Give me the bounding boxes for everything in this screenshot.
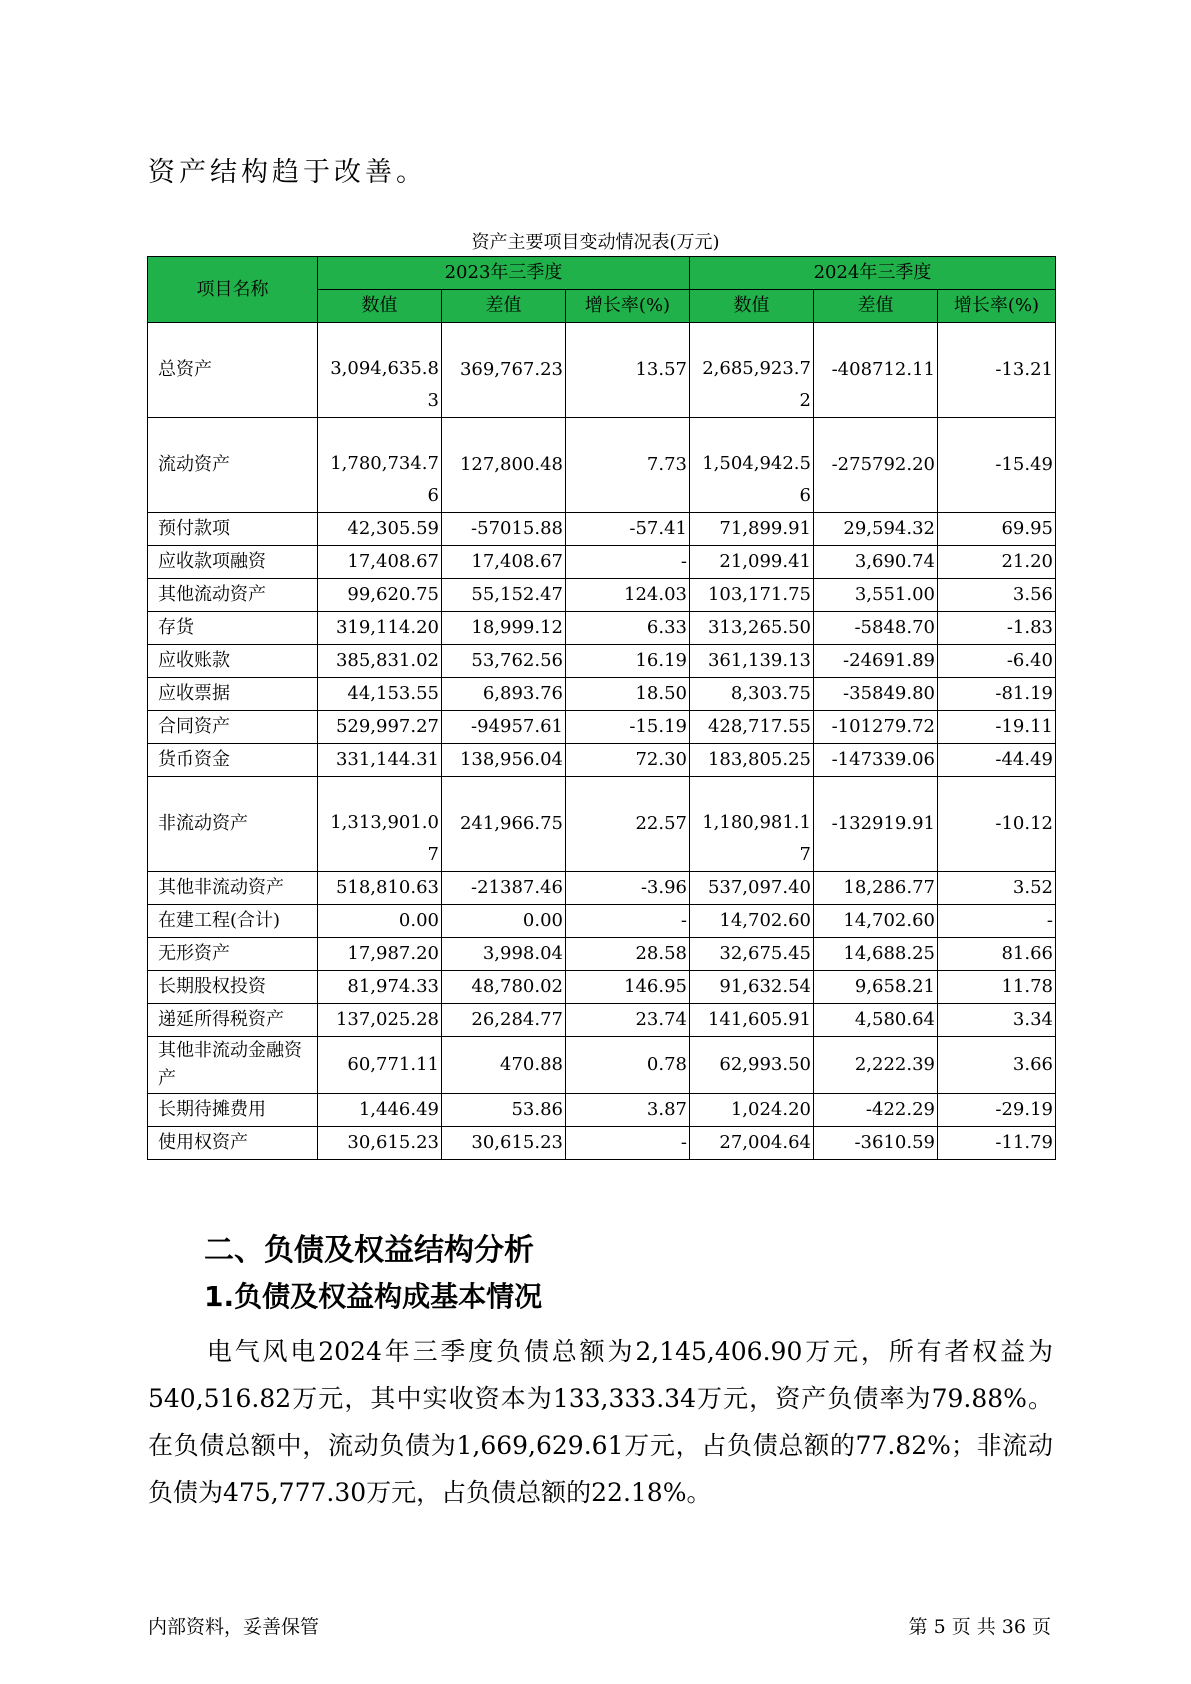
cell-v23: 44,153.55 [318, 678, 442, 711]
cell-d24: -3610.59 [814, 1127, 938, 1160]
table-row [148, 744, 1056, 777]
cell-d23: 127,800.48 [442, 418, 566, 513]
table-row [148, 905, 1056, 938]
cell-d24: -422.29 [814, 1094, 938, 1127]
cell-d24: 3,690.74 [814, 546, 938, 579]
cell-name: 长期待摊费用 [148, 1094, 318, 1127]
cell-r23: - [566, 905, 690, 938]
cell-r24: 21.20 [938, 546, 1056, 579]
cell-name: 非流动资产 [148, 777, 318, 872]
cell-v24: 1,504,942.56 [690, 418, 814, 513]
cell-v24: 428,717.55 [690, 711, 814, 744]
cell-r23: 22.57 [566, 777, 690, 872]
table-row [148, 872, 1056, 905]
cell-r24: 69.95 [938, 513, 1056, 546]
cell-name: 在建工程(合计) [148, 905, 318, 938]
body-paragraph [148, 1328, 1053, 1516]
cell-r23: 146.95 [566, 971, 690, 1004]
cell-d24: 18,286.77 [814, 872, 938, 905]
cell-r24: 3.66 [938, 1037, 1056, 1094]
cell-v23: 17,408.67 [318, 546, 442, 579]
cell-d24: 14,702.60 [814, 905, 938, 938]
cell-name: 其他非流动金融资产 [148, 1037, 318, 1094]
cell-d24: -275792.20 [814, 418, 938, 513]
cell-d24: 4,580.64 [814, 1004, 938, 1037]
cell-d24: -408712.11 [814, 323, 938, 418]
cell-v24: 537,097.40 [690, 872, 814, 905]
cell-r23: - [566, 1127, 690, 1160]
cell-v24: 1,180,981.17 [690, 777, 814, 872]
cell-v23: 17,987.20 [318, 938, 442, 971]
cell-v23: 385,831.02 [318, 645, 442, 678]
cell-d23: 138,956.04 [442, 744, 566, 777]
cell-r24: -13.21 [938, 323, 1056, 418]
cell-name: 无形资产 [148, 938, 318, 971]
cell-name: 应收账款 [148, 645, 318, 678]
sub-diff-2023: 差值 [442, 290, 566, 323]
cell-d24: -5848.70 [814, 612, 938, 645]
cell-v23: 81,974.33 [318, 971, 442, 1004]
col-item-header: 项目名称 [148, 257, 318, 323]
table-body [148, 323, 1056, 1160]
table-row [148, 971, 1056, 1004]
cell-name: 货币资金 [148, 744, 318, 777]
cell-d23: 0.00 [442, 905, 566, 938]
cell-r24: -29.19 [938, 1094, 1056, 1127]
table-row [148, 1127, 1056, 1160]
cell-d23: -57015.88 [442, 513, 566, 546]
cell-r24: 3.56 [938, 579, 1056, 612]
cell-r23: 23.74 [566, 1004, 690, 1037]
cell-v23: 3,094,635.83 [318, 323, 442, 418]
cell-v23: 30,615.23 [318, 1127, 442, 1160]
body-paragraph-text: 电气风电2024年三季度负债总额为2,145,406.90万元，所有者权益为540,516.82万元，其中实收资本为133,333.34万元，资产负债率为79.88%。在负债总额中，流动负债为1,669,629.61万元，占负债总额的77.82%；非流动负债为475,777.30万元，占负债总额的22.18%。 [148, 1337, 1053, 1507]
cell-r24: 81.66 [938, 938, 1056, 971]
table-row [148, 1037, 1056, 1094]
cell-v24: 103,171.75 [690, 579, 814, 612]
cell-d23: 26,284.77 [442, 1004, 566, 1037]
cell-v24: 21,099.41 [690, 546, 814, 579]
cell-d23: 241,966.75 [442, 777, 566, 872]
cell-v23: 1,446.49 [318, 1094, 442, 1127]
cell-v23: 319,114.20 [318, 612, 442, 645]
table-row [148, 777, 1056, 872]
cell-d24: 2,222.39 [814, 1037, 938, 1094]
cell-r23: 18.50 [566, 678, 690, 711]
cell-name: 应收票据 [148, 678, 318, 711]
cell-d24: -35849.80 [814, 678, 938, 711]
cell-r23: 0.78 [566, 1037, 690, 1094]
cell-v24: 183,805.25 [690, 744, 814, 777]
cell-d24: -147339.06 [814, 744, 938, 777]
cell-r24: -19.11 [938, 711, 1056, 744]
cell-d23: 17,408.67 [442, 546, 566, 579]
sub-heading: 1.负债及权益构成基本情况 [204, 1280, 543, 1313]
footer-page-number: 第 5 页 共 36 页 [908, 1616, 1051, 1638]
cell-d23: 18,999.12 [442, 612, 566, 645]
cell-v24: 141,605.91 [690, 1004, 814, 1037]
cell-name: 应收款项融资 [148, 546, 318, 579]
cell-d23: 48,780.02 [442, 971, 566, 1004]
cell-v23: 1,313,901.07 [318, 777, 442, 872]
cell-r23: 28.58 [566, 938, 690, 971]
cell-name: 使用权资产 [148, 1127, 318, 1160]
cell-name: 合同资产 [148, 711, 318, 744]
cell-d24: 9,658.21 [814, 971, 938, 1004]
cell-d23: -94957.61 [442, 711, 566, 744]
cell-d23: 55,152.47 [442, 579, 566, 612]
table-caption: 资产主要项目变动情况表(万元) [471, 232, 720, 253]
sub-diff-2024: 差值 [814, 290, 938, 323]
cell-v24: 8,303.75 [690, 678, 814, 711]
cell-r23: 13.57 [566, 323, 690, 418]
table-row [148, 546, 1056, 579]
cell-r24: - [938, 905, 1056, 938]
sub-value-2024: 数值 [690, 290, 814, 323]
cell-v24: 1,024.20 [690, 1094, 814, 1127]
cell-r23: -57.41 [566, 513, 690, 546]
cell-v24: 91,632.54 [690, 971, 814, 1004]
cell-name: 其他非流动资产 [148, 872, 318, 905]
cell-d23: 3,998.04 [442, 938, 566, 971]
cell-r23: -3.96 [566, 872, 690, 905]
table-row [148, 938, 1056, 971]
cell-v24: 313,265.50 [690, 612, 814, 645]
cell-r24: 3.52 [938, 872, 1056, 905]
cell-r24: -11.79 [938, 1127, 1056, 1160]
cell-r24: -81.19 [938, 678, 1056, 711]
cell-v24: 62,993.50 [690, 1037, 814, 1094]
group-2024-header: 2024年三季度 [690, 257, 1056, 290]
table-row [148, 323, 1056, 418]
cell-v23: 0.00 [318, 905, 442, 938]
table-row [148, 645, 1056, 678]
table-row [148, 418, 1056, 513]
cell-v23: 99,620.75 [318, 579, 442, 612]
cell-d24: -24691.89 [814, 645, 938, 678]
intro-text: 资产结构趋于改善。 [148, 157, 427, 188]
cell-name: 存货 [148, 612, 318, 645]
cell-v24: 2,685,923.72 [690, 323, 814, 418]
cell-v23: 60,771.11 [318, 1037, 442, 1094]
table-row [148, 678, 1056, 711]
cell-r24: -10.12 [938, 777, 1056, 872]
table-row [148, 579, 1056, 612]
group-2023-header: 2023年三季度 [318, 257, 690, 290]
table-row [148, 612, 1056, 645]
cell-d24: 14,688.25 [814, 938, 938, 971]
cell-r23: - [566, 546, 690, 579]
cell-v23: 331,144.31 [318, 744, 442, 777]
cell-r24: -44.49 [938, 744, 1056, 777]
cell-r24: 11.78 [938, 971, 1056, 1004]
table-row [148, 711, 1056, 744]
table-row [148, 1004, 1056, 1037]
cell-d23: 6,893.76 [442, 678, 566, 711]
cell-d24: 29,594.32 [814, 513, 938, 546]
cell-name: 预付款项 [148, 513, 318, 546]
cell-d24: -101279.72 [814, 711, 938, 744]
cell-v24: 14,702.60 [690, 905, 814, 938]
cell-r23: 6.33 [566, 612, 690, 645]
cell-r23: 3.87 [566, 1094, 690, 1127]
cell-r23: 124.03 [566, 579, 690, 612]
cell-v23: 137,025.28 [318, 1004, 442, 1037]
table-row [148, 513, 1056, 546]
cell-d24: 3,551.00 [814, 579, 938, 612]
cell-v24: 71,899.91 [690, 513, 814, 546]
cell-d23: 369,767.23 [442, 323, 566, 418]
cell-v23: 1,780,734.76 [318, 418, 442, 513]
cell-r24: -6.40 [938, 645, 1056, 678]
cell-r24: -1.83 [938, 612, 1056, 645]
cell-r24: -15.49 [938, 418, 1056, 513]
cell-r23: 16.19 [566, 645, 690, 678]
cell-v24: 361,139.13 [690, 645, 814, 678]
cell-v24: 32,675.45 [690, 938, 814, 971]
cell-r23: 72.30 [566, 744, 690, 777]
cell-d24: -132919.91 [814, 777, 938, 872]
cell-v24: 27,004.64 [690, 1127, 814, 1160]
cell-name: 递延所得税资产 [148, 1004, 318, 1037]
footer-left: 内部资料，妥善保管 [148, 1616, 320, 1638]
section-heading: 二、负债及权益结构分析 [204, 1233, 534, 1268]
table-row [148, 1094, 1056, 1127]
cell-d23: 53,762.56 [442, 645, 566, 678]
sub-rate-2023: 增长率(%) [566, 290, 690, 323]
sub-rate-2024: 增长率(%) [938, 290, 1056, 323]
cell-r24: 3.34 [938, 1004, 1056, 1037]
cell-r23: 7.73 [566, 418, 690, 513]
cell-name: 流动资产 [148, 418, 318, 513]
cell-d23: 53.86 [442, 1094, 566, 1127]
cell-d23: -21387.46 [442, 872, 566, 905]
cell-v23: 42,305.59 [318, 513, 442, 546]
asset-change-table [147, 256, 1056, 1160]
cell-r23: -15.19 [566, 711, 690, 744]
cell-d23: 470.88 [442, 1037, 566, 1094]
cell-v23: 529,997.27 [318, 711, 442, 744]
cell-v23: 518,810.63 [318, 872, 442, 905]
sub-value-2023: 数值 [318, 290, 442, 323]
cell-name: 其他流动资产 [148, 579, 318, 612]
cell-name: 总资产 [148, 323, 318, 418]
cell-d23: 30,615.23 [442, 1127, 566, 1160]
cell-name: 长期股权投资 [148, 971, 318, 1004]
